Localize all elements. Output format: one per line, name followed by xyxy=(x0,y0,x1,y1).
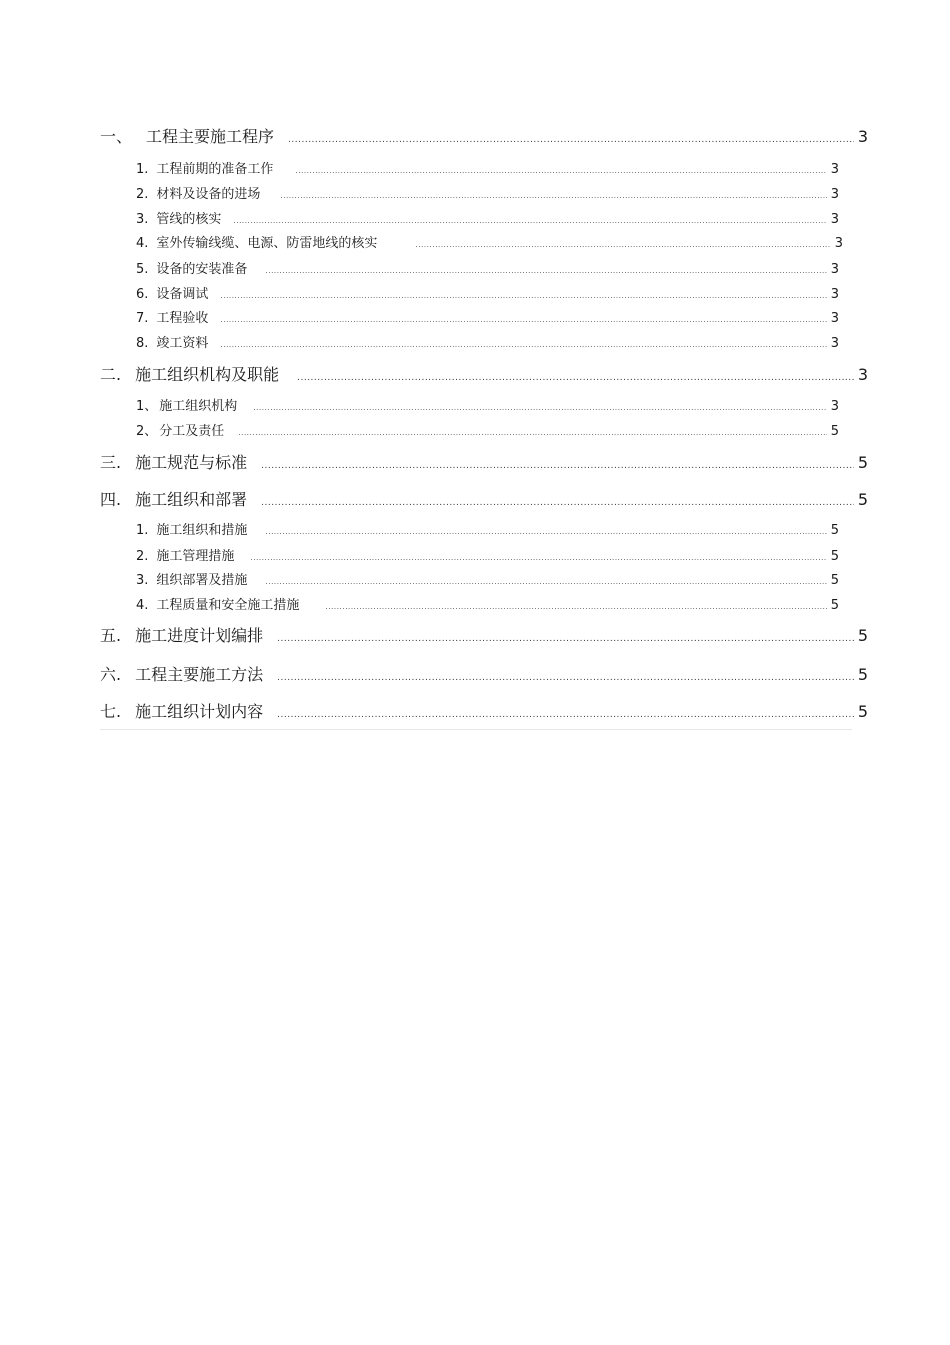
toc-entry-2-1[interactable] xyxy=(136,398,839,416)
toc-entry-1-3[interactable] xyxy=(136,211,839,229)
toc-entry-page: 3 xyxy=(830,162,839,177)
toc-entry-title: 组织部署及措施 xyxy=(156,573,248,588)
toc-entry-title: 施工管理措施 xyxy=(156,549,235,564)
toc-entry-title: 设备的安装准备 xyxy=(156,262,248,277)
dot-leader xyxy=(238,424,826,442)
toc-entry-page: 3 xyxy=(830,399,839,414)
dot-leader xyxy=(220,311,826,329)
dot-leader xyxy=(295,162,826,180)
toc-entry-page: 5 xyxy=(830,549,839,564)
toc-entry-page: 3 xyxy=(830,311,839,326)
toc-entry-number: 三. xyxy=(100,453,122,472)
toc-entry-title: 施工组织计划内容 xyxy=(135,702,264,721)
toc-entry-title: 设备调试 xyxy=(156,287,209,302)
dot-leader xyxy=(265,573,826,591)
toc-entry-title: 施工组织和措施 xyxy=(156,523,248,538)
dot-leader xyxy=(220,336,826,354)
dot-leader xyxy=(250,549,826,567)
toc-entry-section-3[interactable] xyxy=(100,452,868,474)
toc-entry-title: 工程验收 xyxy=(156,311,209,326)
toc-entry-page: 3 xyxy=(830,287,839,302)
toc-entry-page: 5 xyxy=(830,598,839,613)
toc-entry-title: 工程前期的准备工作 xyxy=(156,162,274,177)
toc-entry-2-2[interactable] xyxy=(136,423,839,441)
toc-entry-1-5[interactable] xyxy=(136,261,839,279)
toc-entry-4-4[interactable] xyxy=(136,597,839,615)
toc-entry-section-1[interactable] xyxy=(100,126,868,148)
toc-entry-title: 施工规范与标准 xyxy=(135,453,248,472)
toc-entry-number: 一、 xyxy=(100,127,133,146)
toc-entry-number: 6. xyxy=(136,287,149,302)
toc-entry-page: 5 xyxy=(830,573,839,588)
dot-leader xyxy=(261,455,854,477)
dot-leader xyxy=(277,628,854,650)
dot-leader xyxy=(253,399,826,417)
toc-entry-title: 工程主要施工程序 xyxy=(146,127,275,146)
toc-entry-title: 材料及设备的进场 xyxy=(156,187,261,202)
toc-entry-number: 七. xyxy=(100,702,122,721)
toc-entry-page: 5 xyxy=(830,424,839,439)
toc-entry-title: 工程主要施工方法 xyxy=(135,665,264,684)
dot-leader xyxy=(325,598,826,616)
toc-entry-section-4[interactable] xyxy=(100,489,868,511)
toc-entry-page: 3 xyxy=(857,365,868,384)
dot-leader xyxy=(261,492,854,514)
toc-entry-page: 5 xyxy=(857,702,868,721)
toc-entry-number: 六. xyxy=(100,665,122,684)
toc-entry-section-2[interactable] xyxy=(100,364,868,386)
toc-entry-4-2[interactable] xyxy=(136,548,839,566)
dot-leader xyxy=(297,367,854,389)
dot-leader xyxy=(265,262,826,280)
toc-entry-title: 竣工资料 xyxy=(156,336,209,351)
dot-leader xyxy=(288,129,854,151)
toc-entry-number: 五. xyxy=(100,626,122,645)
toc-entry-page: 5 xyxy=(857,626,868,645)
toc-entry-1-7[interactable] xyxy=(136,310,839,328)
dot-leader xyxy=(277,704,854,726)
toc-entry-number: 2. xyxy=(136,187,149,202)
toc-entry-4-3[interactable] xyxy=(136,572,839,590)
toc-entry-number: 2、 xyxy=(136,424,158,439)
toc-entry-page: 3 xyxy=(830,212,839,227)
toc-entry-4-1[interactable] xyxy=(136,522,839,540)
toc-entry-title: 工程质量和安全施工措施 xyxy=(156,598,300,613)
toc-entry-number: 7. xyxy=(136,311,149,326)
toc-entry-1-4[interactable] xyxy=(136,235,843,253)
toc-entry-number: 1. xyxy=(136,523,149,538)
toc-entry-page: 5 xyxy=(857,490,868,509)
toc-entry-title: 室外传输线缆、电源、防雷地线的核实 xyxy=(156,236,378,251)
toc-entry-title: 施工组织机构 xyxy=(159,399,238,414)
toc-entry-page: 5 xyxy=(857,665,868,684)
dot-leader xyxy=(277,667,854,689)
toc-entry-1-6[interactable] xyxy=(136,286,839,304)
toc-entry-number: 2. xyxy=(136,549,149,564)
toc-entry-number: 5. xyxy=(136,262,149,277)
toc-entry-number: 1. xyxy=(136,162,149,177)
dot-leader xyxy=(220,287,826,305)
toc-entry-section-6[interactable] xyxy=(100,664,868,686)
toc-entry-number: 四. xyxy=(100,490,122,509)
dot-leader xyxy=(415,236,830,254)
toc-entry-section-7[interactable] xyxy=(100,701,868,723)
toc-entry-1-1[interactable] xyxy=(136,161,839,179)
toc-entry-page: 3 xyxy=(830,262,839,277)
toc-entry-number: 8. xyxy=(136,336,149,351)
toc-entry-1-8[interactable] xyxy=(136,335,839,353)
dot-leader xyxy=(280,187,826,205)
toc-entry-title: 施工组织和部署 xyxy=(135,490,248,509)
dot-leader xyxy=(233,212,826,230)
toc-entry-title: 施工组织机构及职能 xyxy=(135,365,280,384)
toc-entry-title: 分工及责任 xyxy=(159,424,225,439)
toc-entry-page: 3 xyxy=(857,127,868,146)
toc-entry-number: 4. xyxy=(136,236,149,251)
toc-entry-page: 5 xyxy=(857,453,868,472)
toc-entry-page: 3 xyxy=(830,336,839,351)
toc-entry-page: 3 xyxy=(830,187,839,202)
toc-entry-number: 4. xyxy=(136,598,149,613)
toc-entry-page: 5 xyxy=(830,523,839,538)
toc-entry-number: 1、 xyxy=(136,399,158,414)
toc-entry-number: 3. xyxy=(136,212,149,227)
divider xyxy=(100,729,852,730)
toc-entry-number: 3. xyxy=(136,573,149,588)
toc-entry-title: 施工进度计划编排 xyxy=(135,626,264,645)
dot-leader xyxy=(265,523,826,541)
toc-entry-title: 管线的核实 xyxy=(156,212,222,227)
toc-entry-1-2[interactable] xyxy=(136,186,839,204)
toc-entry-page: 3 xyxy=(834,236,843,251)
toc-entry-number: 二. xyxy=(100,365,122,384)
toc-entry-section-5[interactable] xyxy=(100,625,868,647)
